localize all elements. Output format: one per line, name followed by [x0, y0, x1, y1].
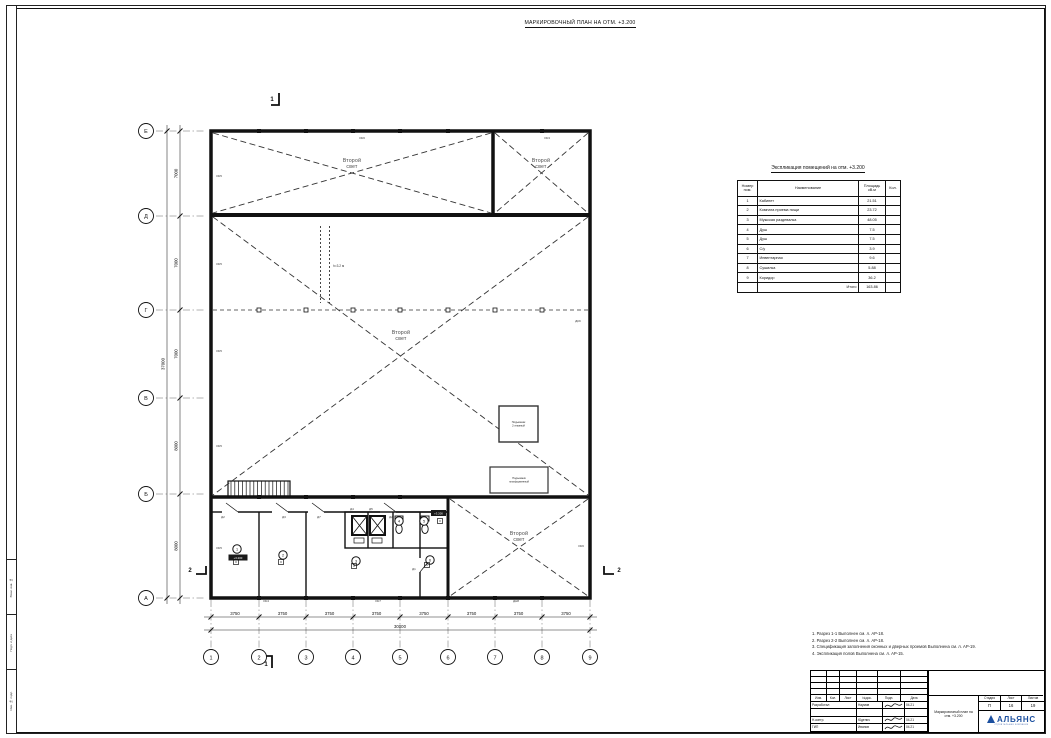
column-marker-open	[540, 308, 544, 312]
total-label-cell: Итого	[758, 283, 859, 292]
sheet-label: Лист	[1001, 695, 1022, 702]
explication-header-row	[738, 181, 900, 197]
axis-label: 5	[398, 655, 402, 662]
stamp-signature-cell	[883, 717, 905, 724]
opening-mark: Д2	[221, 515, 225, 519]
spacer-cell	[738, 283, 758, 292]
level-mark-label: +3.200	[434, 511, 443, 516]
stamp-role-cell: Разработал	[811, 702, 857, 709]
room-tag-label: 3	[354, 559, 358, 564]
lift-label: 2-этажный	[512, 424, 525, 428]
axis-label: 3	[304, 655, 308, 662]
explication-header-cell: Кол.	[886, 181, 900, 197]
column-marker-open	[304, 308, 308, 312]
opening-mark: ОК5	[216, 174, 222, 178]
stamp-date-cell	[905, 709, 928, 716]
opening-mark: ОК3	[544, 136, 550, 140]
column-marker-open	[257, 308, 261, 312]
opening-mark: ОК5	[216, 546, 222, 550]
table-row	[738, 254, 900, 264]
stamp-header-cell: Кол.	[827, 695, 840, 702]
stamp-row	[811, 702, 928, 709]
column-marker	[446, 596, 450, 600]
plan-walls	[211, 131, 590, 598]
column-marker	[540, 596, 544, 600]
sheet-value: 16	[1001, 702, 1022, 711]
room-name-cell: Сушилка	[758, 264, 859, 274]
table-row	[738, 216, 900, 226]
column-marker	[540, 129, 544, 133]
stamp-name-cell: Иванов	[857, 724, 883, 731]
title-block	[810, 670, 1045, 733]
room-number-cell: 2	[738, 206, 758, 216]
title-block-doc-code-cell	[929, 671, 1043, 696]
stamp-header-cell: Лист	[840, 695, 857, 702]
sheet-title-text: МАРКИРОВОЧНЫЙ ПЛАН НА ОТМ. +3.200	[524, 20, 636, 26]
lift-label: Подъемник	[512, 477, 526, 480]
room-tag-label: 1	[235, 547, 239, 552]
room-area-cell: 48.05	[859, 216, 886, 226]
stamp-header-cell: №док.	[857, 695, 878, 702]
room-number-cell: 3	[738, 216, 758, 226]
total-value-cell: 163.86	[859, 283, 886, 292]
stage-label: Стадия	[979, 695, 1001, 702]
dimension-label: 3750	[324, 611, 335, 616]
sheets-value: 19	[1022, 702, 1044, 711]
note-line: 2. Разрез 2-2 Выполнен см. л. АР-18.	[812, 637, 885, 643]
second-light-label: свет	[535, 164, 547, 170]
column-marker	[304, 596, 308, 600]
opening-mark: ДК9	[575, 319, 581, 323]
room-name-cell: Мужская раздевалка	[758, 216, 859, 226]
column-marker	[351, 495, 355, 499]
margin-label: Взам. инв. №	[9, 577, 13, 598]
room-area-cell: 36.2	[859, 273, 886, 283]
column-marker	[257, 596, 261, 600]
second-light-label: Второй	[391, 330, 411, 336]
opening-mark: ОК5	[216, 444, 222, 448]
table-row	[738, 264, 900, 274]
stamp-signature-cell	[883, 709, 905, 716]
room-qty-cell	[886, 206, 900, 216]
room-number-cell: 6	[738, 245, 758, 255]
dimension-label: 3750	[371, 611, 382, 616]
table-row	[738, 245, 900, 255]
title-block-header-row	[811, 695, 928, 702]
room-name-cell: Душ	[758, 225, 859, 235]
room-name-cell: С/у	[758, 245, 859, 255]
company-subtitle: строительная компания	[994, 724, 1029, 727]
second-light-label: свет	[395, 336, 407, 342]
column-marker	[304, 495, 308, 499]
column-marker	[398, 129, 402, 133]
title-block-revision-grid	[811, 671, 928, 695]
second-light-label: Второй	[509, 531, 529, 537]
room-number-cell: 9	[738, 273, 758, 283]
axis-grid	[139, 124, 598, 665]
explication-header-cell: Площадь кВ.м	[859, 181, 886, 197]
alliance-triangle-icon	[987, 715, 995, 723]
dimension-label: 7000	[173, 168, 179, 179]
axis-label: А	[144, 596, 148, 603]
dimension-label: 3750	[561, 611, 571, 616]
explication-header-cell: Наименование	[758, 181, 859, 197]
drain-dot	[280, 561, 281, 562]
room-number-cell: 4	[738, 225, 758, 235]
room-qty-cell	[886, 235, 900, 245]
room-name-cell: Душ	[758, 235, 859, 245]
column-marker-open	[446, 308, 450, 312]
axis-label: Б	[144, 492, 148, 499]
alliance-logo	[979, 711, 1044, 731]
column-marker	[398, 495, 402, 499]
dimension-label: 3750	[466, 611, 477, 616]
opening-mark: ОК7	[375, 599, 381, 603]
second-light-label: Второй	[531, 158, 551, 164]
axis-label: Е	[144, 129, 148, 136]
room-tag-label: 4	[397, 519, 401, 524]
room-tag-label: 6	[428, 558, 432, 563]
opening-mark: ОК4	[263, 599, 269, 603]
section-mark-label: 2	[188, 568, 192, 574]
room-area-cell: 5.88	[859, 264, 886, 274]
title-block-signature-grid	[811, 671, 929, 732]
company-name: АЛЬЯНС	[996, 714, 1037, 724]
column-marker	[257, 213, 261, 217]
staircase	[228, 481, 290, 497]
room-qty-cell	[886, 254, 900, 264]
second-light-diagonals	[213, 133, 588, 596]
axis-label: 4	[351, 655, 355, 662]
axis-label: В	[144, 396, 148, 403]
column-marker	[351, 213, 355, 217]
explication-title	[737, 165, 899, 171]
room-number-cell: 8	[738, 264, 758, 274]
table-row	[738, 197, 900, 207]
stamp-header-cell: Дата	[901, 695, 928, 702]
opening-mark: ОК6	[359, 136, 365, 140]
stamp-row	[811, 724, 928, 731]
explication-title-text: Экспликация помещений на отм. +3.200	[771, 165, 865, 171]
column-marker	[540, 213, 544, 217]
room-number-cell: 1	[738, 197, 758, 207]
opening-mark: Д7	[317, 515, 321, 519]
axis-label: 7	[493, 655, 497, 662]
column-marker	[351, 129, 355, 133]
opening-mark: Д2	[389, 515, 393, 519]
axis-label: 9	[588, 655, 592, 662]
table-row	[738, 225, 900, 235]
opening-mark: ДН8	[513, 599, 519, 603]
axis-label: 6	[446, 655, 450, 662]
second-light-label: свет	[346, 164, 358, 170]
dimension-total-label: 30000	[394, 624, 406, 629]
signature-scribble	[884, 717, 904, 724]
second-light-label: свет	[513, 537, 525, 543]
shaft-dashed	[321, 226, 330, 303]
table-row	[738, 273, 900, 283]
table-row	[738, 235, 900, 245]
axis-label: 1	[209, 655, 213, 662]
note-line: 3. Спецификация заполнения оконных и дверных проемов Выполнена см. л. АР-19.	[812, 644, 976, 650]
axis-label: 8	[540, 655, 544, 662]
section-mark-label: 1	[270, 97, 274, 103]
room-area-cell: 9.6	[859, 254, 886, 264]
room-number-cell: 5	[738, 235, 758, 245]
dimension-total-label: 37000	[160, 358, 166, 370]
lift-label: платформенный	[509, 480, 529, 484]
room-qty-cell	[886, 273, 900, 283]
lift-label: Подъемник	[511, 421, 526, 424]
opening-mark: ОК5	[216, 262, 222, 266]
opening-mark: Д1	[412, 567, 416, 571]
dimension-label: 8000	[173, 541, 179, 551]
stamp-header-cell: Подп.	[878, 695, 901, 702]
room-name-cell: Коридор	[758, 273, 859, 283]
axis-label: Д	[144, 214, 148, 221]
room-number-cell: 7	[738, 254, 758, 264]
signature-scribble	[884, 724, 904, 731]
column-marker	[446, 129, 450, 133]
room-name-cell: Инвентарная	[758, 254, 859, 264]
room-qty-cell	[886, 264, 900, 274]
stamp-date-cell: 04.21	[905, 724, 928, 731]
height-note: h=3.2 м	[333, 264, 345, 268]
explication-table	[737, 180, 901, 293]
stamp-date-cell: 04.21	[905, 702, 928, 709]
opening-mark: ОК6	[578, 544, 584, 548]
axis-label: Г	[144, 308, 148, 315]
column-marker	[446, 213, 450, 217]
dimension-label: 8000	[173, 441, 179, 451]
stamp-name-cell: Наумов	[857, 702, 883, 709]
stamp-row	[811, 717, 928, 724]
drain-dot	[426, 564, 427, 565]
column-marker-open	[398, 308, 402, 312]
column-marker	[257, 495, 261, 499]
column-marker	[257, 129, 261, 133]
section-mark-label: 2	[617, 568, 621, 574]
column-marker	[398, 213, 402, 217]
room-area-cell: 7.5	[859, 235, 886, 245]
room-area-cell: 3.9	[859, 245, 886, 255]
stamp-date-cell: 04.21	[905, 717, 928, 724]
note-line: 4. Экспликация полов Выполнена см. л. АР-15.	[812, 650, 904, 656]
column-marker	[398, 596, 402, 600]
level-mark-label: +3.200	[233, 555, 243, 560]
axis-label: 2	[257, 655, 261, 662]
drain-dot	[235, 561, 236, 562]
stamp-row	[811, 709, 928, 716]
column-marker	[351, 596, 355, 600]
stamp-name-cell	[857, 709, 883, 716]
stamp-role-cell: ГИП	[811, 724, 857, 731]
notes-list	[812, 631, 1044, 657]
room-tag-label: 5	[422, 519, 426, 524]
column-marker	[493, 596, 497, 600]
opening-mark: ОК5	[216, 349, 222, 353]
room-area-cell: 21.51	[859, 197, 886, 207]
column-marker	[304, 213, 308, 217]
opening-mark: Д4	[350, 507, 354, 511]
stamp-header-cell: Изм.	[811, 695, 827, 702]
sheets-label: Листов	[1022, 695, 1044, 702]
stamp-signature-cell	[883, 724, 905, 731]
column-marker	[493, 213, 497, 217]
doc-title-text: Маркировочный план на отм. +3.200	[934, 709, 973, 718]
drain-dot	[353, 565, 354, 566]
second-light-label: Второй	[342, 158, 362, 164]
stamp-role-cell: Н.контр.	[811, 717, 857, 724]
section-mark-label: 1	[264, 662, 268, 668]
signature-scribble	[884, 702, 904, 709]
dimension-label: 3750	[513, 611, 524, 616]
title-block-doc-title	[929, 695, 979, 732]
explication-header-cell: Номер пом.	[738, 181, 758, 197]
stamp-role-cell	[811, 709, 857, 716]
stamp-name-cell: Юденич	[857, 717, 883, 724]
room-name-cell: Комната приема пищи	[758, 206, 859, 216]
room-qty-cell	[886, 197, 900, 207]
stamp-signature-cell	[883, 702, 905, 709]
spacer-cell	[886, 283, 900, 292]
opening-mark: Д5	[369, 507, 373, 511]
room-qty-cell	[886, 225, 900, 235]
table-row	[738, 206, 900, 216]
room-tag-label: 2	[281, 553, 285, 558]
dimension-label: 3750	[419, 611, 429, 616]
door-leaves	[226, 503, 432, 572]
column-marker-open	[493, 308, 497, 312]
title-block-rows	[811, 702, 928, 732]
note-line: 1. Разрез 1-1 Выполнен см. л. АР-18.	[812, 631, 885, 636]
room-qty-cell	[886, 216, 900, 226]
room-area-cell: 23.72	[859, 206, 886, 216]
title-block-right	[979, 695, 1044, 732]
column-markers	[257, 129, 544, 600]
column-marker	[304, 129, 308, 133]
drain-dot	[439, 520, 440, 521]
room-area-cell: 7.5	[859, 225, 886, 235]
margin-label: Инв. № подл.	[9, 691, 13, 711]
room-name-cell: Кабинет	[758, 197, 859, 207]
room-qty-cell	[886, 245, 900, 255]
stage-value: П	[979, 702, 1001, 711]
opening-mark: Д3	[282, 515, 286, 519]
dimension-label: 3750	[230, 611, 240, 616]
dimension-label: 3750	[277, 611, 288, 616]
dimension-label: 7000	[173, 258, 179, 268]
dimension-label: 7000	[173, 349, 179, 359]
column-marker-open	[351, 308, 355, 312]
margin-label: Подп. и дата	[9, 633, 13, 652]
room-tags	[233, 517, 434, 565]
explication-total-row	[738, 283, 900, 292]
